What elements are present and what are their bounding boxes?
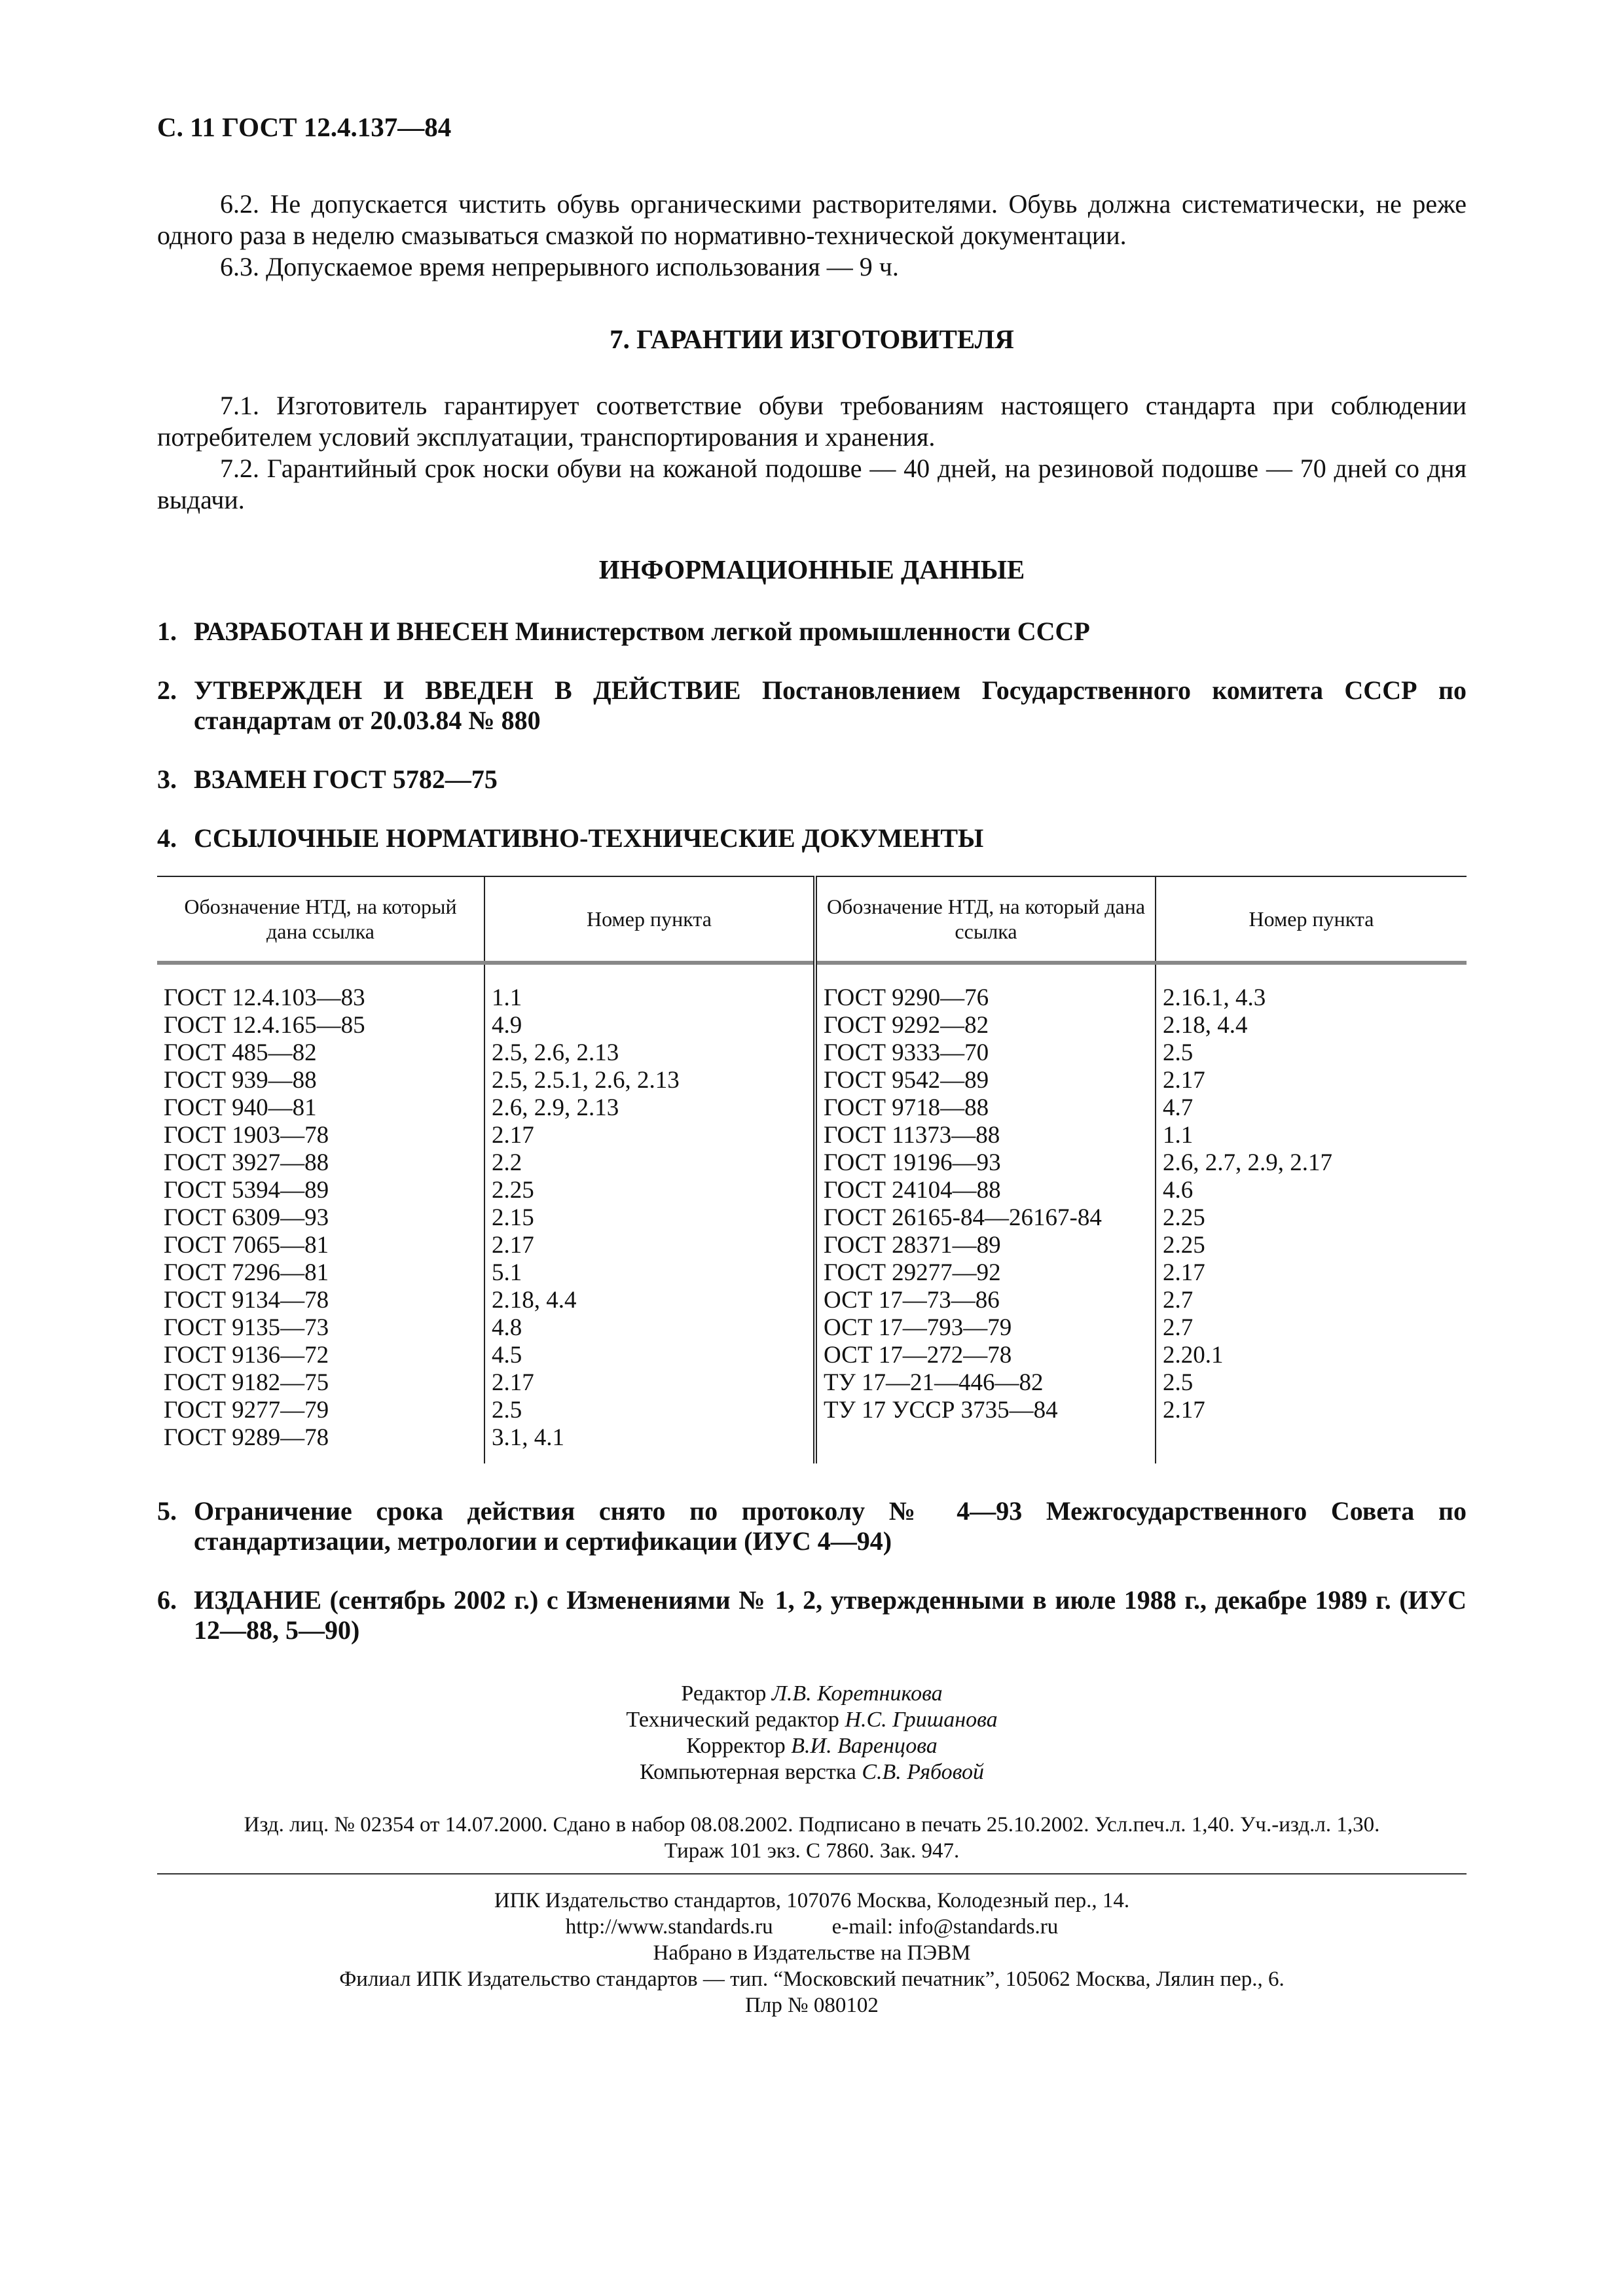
publisher-line-4: Филиал ИПК Издательство стандартов — тип. “Московский печатник”, 105062 Москва, Лялин пер., 6. (339, 1967, 1285, 1991)
table-cell-doc: ГОСТ 9333—70 (824, 1039, 989, 1066)
table-cell-item: 3.1, 4.1 (492, 1424, 564, 1451)
table-cell-doc: ГОСТ 9542—89 (824, 1067, 989, 1094)
table-cell-item: 2.5 (492, 1397, 522, 1424)
table-cell-doc: ГОСТ 9182—75 (164, 1369, 329, 1396)
info-item-3-text: ВЗАМЕН ГОСТ 5782—75 (194, 764, 498, 794)
separator-rule (157, 1873, 1467, 1874)
info-item-1-heading: РАЗРАБОТАН И ВНЕСЕН (194, 617, 509, 646)
info-title: ИНФОРМАЦИОННЫЕ ДАННЫЕ (598, 554, 1025, 584)
info-item-1-text: Министерством легкой промышленности СССР (508, 617, 1090, 646)
table-cell-item: 2.5 (1163, 1039, 1194, 1066)
table-cell-doc: ГОСТ 12.4.103—83 (164, 984, 365, 1011)
publisher-block (157, 1888, 1467, 2018)
table-cell-doc: ГОСТ 940—81 (164, 1094, 317, 1121)
table-cell-item: 2.17 (1163, 1259, 1205, 1286)
table-cell-item: 2.25 (1163, 1232, 1205, 1259)
info-item-5-number: 5. (157, 1496, 177, 1526)
table-cell-item: 2.15 (492, 1204, 534, 1231)
table-cell-doc: ГОСТ 9289—78 (164, 1424, 329, 1451)
publisher-email: e-mail: info@standards.ru (831, 1915, 1059, 1939)
table-cell-item: 2.17 (1163, 1067, 1205, 1094)
table-cell-item: 2.18, 4.4 (1163, 1012, 1248, 1039)
info-item-4 (157, 823, 1467, 853)
table-cell-doc: ГОСТ 9136—72 (164, 1342, 329, 1369)
table-cell-item: 1.1 (1163, 1122, 1194, 1149)
references-table (157, 876, 1467, 1463)
credit-editor: Редактор Л.В. Коретникова (681, 1681, 943, 1706)
table-cell-item: 2.16.1, 4.3 (1163, 984, 1266, 1011)
table-cell-item: 2.25 (1163, 1204, 1205, 1231)
header-item-left: Номер пункта (484, 876, 815, 963)
info-item-2-heading: УТВЕРЖДЕН И ВВЕДЕН В ДЕЙСТВИЕ (194, 675, 741, 705)
info-item-3 (157, 764, 1467, 795)
page-header: С. 11 ГОСТ 12.4.137—84 (157, 112, 452, 142)
publisher-contacts (157, 1914, 1467, 1940)
credit-tech-editor: Технический редактор Н.С. Гришанова (626, 1708, 998, 1732)
info-item-6-text: (сентябрь 2002 г.) с Изменениями № 1, 2, утвержденными в июле 1988 г., декабре 1989 г. (ИУС 12—88, 5—90) (194, 1585, 1467, 1645)
paragraph-6-3: 6.3. Допускаемое время непрерывного использования — 9 ч. (220, 252, 899, 281)
table-cell-item: 2.5, 2.5.1, 2.6, 2.13 (492, 1067, 680, 1094)
references-table-header (157, 876, 1467, 963)
credits-block (157, 1681, 1467, 1785)
table-cell-item: 2.25 (492, 1177, 534, 1204)
table-cell-doc: ГОСТ 9135—73 (164, 1314, 329, 1341)
table-cell-doc: ГОСТ 7065—81 (164, 1232, 329, 1259)
info-item-1-number: 1. (157, 617, 177, 646)
info-item-5-text: Ограничение срока действия снято по протоколу № 4—93 Межгосударственного Совета по стандартизации, метрологии и сертификации (ИУС 4—94) (194, 1496, 1467, 1556)
paragraph-7-1: 7.1. Изготовитель гарантирует соответствие обуви требованиям настоящего стандарта при соблюдении потребителем условий эксплуатации, транспортирования и хранения. (157, 391, 1467, 452)
table-cell-doc: ТУ 17 УССР 3735—84 (824, 1397, 1058, 1424)
references-table-body (157, 963, 1467, 1463)
publisher-line-5: Плр № 080102 (745, 1994, 879, 2017)
table-cell-item: 2.6, 2.7, 2.9, 2.17 (1163, 1149, 1332, 1176)
right-items-column (1156, 963, 1467, 1463)
credit-corrector: Корректор В.И. Варенцова (686, 1734, 938, 1758)
table-cell-doc: ГОСТ 9290—76 (824, 984, 989, 1011)
imprint-line-1: Изд. лиц. № 02354 от 14.07.2000. Сдано в набор 08.08.2002. Подписано в печать 25.10.2002. Усл.печ.л. 1,40. Уч.-изд.л. 1,30. (244, 1813, 1380, 1837)
table-cell-doc: ОСТ 17—793—79 (824, 1314, 1012, 1341)
header-doc-right: Обозначение НТД, на который дана ссылка (815, 876, 1156, 963)
table-cell-item: 2.17 (492, 1122, 534, 1149)
credit-layout: Компьютерная верстка С.В. Рябовой (639, 1760, 984, 1784)
table-cell-item: 2.6, 2.9, 2.13 (492, 1094, 619, 1121)
table-cell-doc: ГОСТ 9718—88 (824, 1094, 989, 1121)
table-cell-doc: ГОСТ 28371—89 (824, 1232, 1001, 1259)
table-cell-doc: ГОСТ 3927—88 (164, 1149, 329, 1176)
table-cell-doc: ОСТ 17—272—78 (824, 1342, 1012, 1369)
table-cell-doc: ГОСТ 939—88 (164, 1067, 317, 1094)
table-cell-item: 4.7 (1163, 1094, 1194, 1121)
table-cell-item: 2.17 (492, 1232, 534, 1259)
table-cell-doc: ГОСТ 26165-84—26167-84 (824, 1204, 1102, 1231)
table-cell-doc: ГОСТ 6309—93 (164, 1204, 329, 1231)
table-cell-doc: ГОСТ 485—82 (164, 1039, 317, 1066)
info-item-2 (157, 675, 1467, 736)
info-item-6-heading: ИЗДАНИЕ (194, 1585, 322, 1615)
info-item-5 (157, 1496, 1467, 1556)
table-cell-doc: ГОСТ 5394—89 (164, 1177, 329, 1204)
info-item-2-text: Постановлением Государственного комитета СССР по стандартам от 20.03.84 № 880 (194, 675, 1467, 735)
header-doc-left: Обозначение НТД, на который дана ссылка (157, 876, 484, 963)
paragraph-7-2: 7.2. Гарантийный срок носки обуви на кожаной подошве — 40 дней, на резиновой подошве — 70 дней со дня выдачи. (157, 454, 1467, 514)
publisher-line-3: Набрано в Издательстве на ПЭВМ (653, 1941, 971, 1965)
table-cell-doc: ОСТ 17—73—86 (824, 1287, 1000, 1314)
info-item-2-number: 2. (157, 675, 177, 705)
table-cell-item: 2.2 (492, 1149, 522, 1176)
table-cell-item: 4.8 (492, 1314, 522, 1341)
table-cell-item: 4.6 (1163, 1177, 1194, 1204)
table-cell-item: 2.5, 2.6, 2.13 (492, 1039, 619, 1066)
info-item-3-number: 3. (157, 764, 177, 794)
right-docs-column (815, 963, 1156, 1463)
table-cell-doc: ГОСТ 19196—93 (824, 1149, 1001, 1176)
table-cell-doc: ГОСТ 9277—79 (164, 1397, 329, 1424)
table-cell-item: 2.17 (492, 1369, 534, 1396)
table-cell-doc: ГОСТ 11373—88 (824, 1122, 1000, 1149)
table-cell-doc: ГОСТ 1903—78 (164, 1122, 329, 1149)
table-cell-item: 5.1 (492, 1259, 522, 1286)
info-item-1 (157, 617, 1467, 647)
publisher-line-1: ИПК Издательство стандартов, 107076 Москва, Колодезный пер., 14. (494, 1889, 1130, 1912)
table-cell-item: 4.9 (492, 1012, 522, 1039)
info-item-6 (157, 1585, 1467, 1645)
table-cell-doc: ГОСТ 7296—81 (164, 1259, 329, 1286)
publisher-url: http://www.standards.ru (565, 1915, 773, 1939)
table-cell-doc: ГОСТ 29277—92 (824, 1259, 1001, 1286)
table-cell-doc: ГОСТ 9292—82 (824, 1012, 989, 1039)
table-cell-doc: ГОСТ 24104—88 (824, 1177, 1001, 1204)
table-cell-item: 2.18, 4.4 (492, 1287, 577, 1314)
table-cell-doc: ТУ 17—21—446—82 (824, 1369, 1044, 1396)
imprint-block (157, 1812, 1467, 1864)
info-item-4-number: 4. (157, 823, 177, 853)
document-page (157, 111, 1467, 2018)
table-cell-doc: ГОСТ 12.4.165—85 (164, 1012, 365, 1039)
header-item-right: Номер пункта (1156, 876, 1467, 963)
table-cell-item: 2.5 (1163, 1369, 1194, 1396)
table-cell-item: 2.7 (1163, 1314, 1194, 1341)
section-7-title: 7. ГАРАНТИИ ИЗГОТОВИТЕЛЯ (610, 324, 1014, 354)
table-cell-item: 1.1 (492, 984, 522, 1011)
left-docs-column (157, 963, 484, 1463)
info-item-4-text: ССЫЛОЧНЫЕ НОРМАТИВНО-ТЕХНИЧЕСКИЕ ДОКУМЕНТЫ (194, 823, 984, 853)
table-cell-item: 2.20.1 (1163, 1342, 1224, 1369)
table-cell-item: 4.5 (492, 1342, 522, 1369)
table-cell-item: 2.7 (1163, 1287, 1194, 1314)
table-cell-item: 2.17 (1163, 1397, 1205, 1424)
info-item-6-number: 6. (157, 1585, 177, 1615)
paragraph-6-2: 6.2. Не допускается чистить обувь органическими растворителями. Обувь должна систематически, не реже одного раза в неделю смазываться смазкой по нормативно-технической документации. (157, 189, 1467, 250)
left-items-column (484, 963, 815, 1463)
table-cell-doc: ГОСТ 9134—78 (164, 1287, 329, 1314)
imprint-line-2: Тираж 101 экз. С 7860. Зак. 947. (664, 1839, 960, 1863)
